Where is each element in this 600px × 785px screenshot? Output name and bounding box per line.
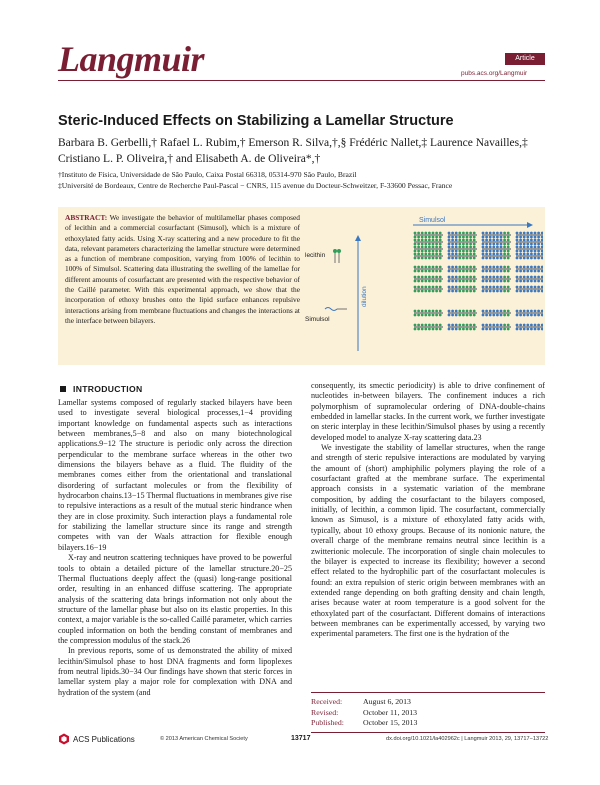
- journal-url-link[interactable]: pubs.acs.org/Langmuir: [461, 70, 528, 77]
- bilayer-stack-icon: [516, 232, 543, 260]
- left-column: [58, 398, 292, 698]
- bilayer-stack-icon: [414, 310, 443, 331]
- abstract-body: We investigate the behavior of multilamellar phases composed of lecithin and a commercial cosurfactant (Simusol), which is a mixture of ethoxylated fatty acids. Using X-ray scattering and a new procedure to fit the data, relevant parameters characterizing the lamellar structure were determined as a function of membrane composition, varying from 100% of lecithin to 100% of Simulsol. Scattering data illustrating the swelling of the lamellae for different amounts of cosurfactant are presented with the respective behavior of the Caillé parameter. With this experimental approach, we show that the incorporation of ethoxy brushes onto the lipid surface enhances repulsive interactions arising from membrane fluctuations and changes the interactions at the interface between bilayers.: [65, 213, 301, 325]
- bilayer-grid: [414, 232, 543, 331]
- header-rule: [58, 80, 545, 81]
- dilution-arrow-head: [355, 235, 361, 241]
- bilayer-stack-icon: [482, 266, 511, 293]
- abstract-box: [58, 207, 545, 365]
- abstract-text: [65, 213, 300, 326]
- left-paragraph-2: X-ray and neutron scattering techniques have proved to be powerful tools to obtain a detailed picture of the lamellar structure.20−25 Thermal fluctuations deeply affect the (quasi) long-range positional order, resulting in an enhanced diffuse scattering. The appropriate analysis of the scattering data brings information not only about the structure of the lamellar phase but also on its elastic properties. In this context, a major variable is the so-called Caillé parameter, which carries coupled information on both the bending constant of membranes and the compression modulus of the stack.26: [58, 553, 292, 645]
- date-row-received: Received: August 6, 2013: [311, 697, 411, 706]
- toc-top-label: Simulsol: [419, 217, 446, 224]
- bilayer-stack-icon: [448, 232, 477, 260]
- bilayer-stack-icon: [482, 232, 511, 260]
- publisher-logo: ACS Publications: [58, 733, 135, 745]
- bilayer-stack-icon: [516, 310, 543, 331]
- date-row-revised: Revised: October 11, 2013: [311, 707, 418, 717]
- simulsol-molecule-icon: [325, 308, 347, 311]
- journal-logo: Langmuir: [58, 39, 205, 79]
- abstract-label: ABSTRACT:: [65, 213, 108, 222]
- article-title: Steric-Induced Effects on Stabilizing a Lamellar Structure: [58, 113, 454, 129]
- page-number: 13717: [291, 735, 311, 742]
- bilayer-stack-icon: [448, 310, 477, 331]
- toc-lecithin-label: lecithin: [305, 252, 326, 259]
- date-row-published: Published: October 15, 2013: [311, 718, 418, 727]
- author-list: [58, 135, 548, 167]
- right-paragraph-2: We investigate the stability of lamellar structures, when the range and strength of steric repulsive interactions are modulated by varying the amount of (short) amphiphilic polymers playing the role of a cosurfactant grafted at the membrane surface. The experimental approach consists in a systematic variation of the membrane composition, by adding the cosurfactant to the bilayers composed, initially, of lecithin, a common lipid. The cosurfactant, commercially known as Simusol, is a mixture of ethoxylated fatty acids with, typically, about 10 ethoxy groups. Because of its nonionic nature, the overall charge of the membrane remains neutral since lecithin is a zwitterionic molecule. The incorporation of single chain molecules to the bilayer is expected to increase its flexibility; however a second effect related to the hydrophilic part of the cosurfactant molecules is found: an extra repulsion of steric origin between membranes with an extended range depending on both grafting density and chain length, arises because water at room temperature is a good solvent for the ethoxylated part of the cosurfactant. Different domains of interactions between membranes can be experimentally accessed, by varying two experimental parameters. The first one is the hydration of the: [311, 443, 545, 639]
- right-paragraph-1: consequently, its smectic periodicity) is able to drive confinement of nucleotides in-between bilayers. The confinement induces a rich polymorphism of supramolecular ordering of DNA-double-chains embedded in lamellar stacks. In the current work, we further investigate on steric interplay in these lecithin/Simulsol phases by using a recently developed model to analyze X-ray scattering data.23: [311, 381, 545, 442]
- simulsol-arrow-head: [527, 222, 533, 228]
- toc-graphic: [303, 211, 543, 363]
- acs-hexagon-icon: [58, 733, 70, 745]
- toc-simulsol-label: Simulsol: [305, 316, 330, 323]
- copyright-text: © 2013 American Chemical Society: [160, 736, 248, 742]
- left-paragraph-1: Lamellar systems composed of regularly stacked bilayers have been used to investigate several biological processes,1−4 providing important knowledge on fundamental aspects such as interactions between membranes,5−8 and also on many biotechnological applications.9−12 The structure is periodic only across the direction perpendicular to the membrane surface whereas in the other two dimensions the bilayers behave as a fluid. The fluidity of the membranes comes either from the orientational and translational disordering of surfactant molecules or from the flexibility of hydrocarbon chains.13−15 Thermal fluctuations in membranes give rise to repulsive interactions as a result of the mutual steric hindrance when they are in close proximity. Such interaction plays a fundamental role for stabilizing the lamellar structure since its range and strength competes with van der Waals attraction for flexible enough bilayers.16−19: [58, 398, 292, 552]
- affiliation-1: †Instituto de Física, Universidade de São Paulo, Caixa Postal 66318, 05314-970 São Paulo, Brazil: [58, 170, 357, 179]
- bilayer-stack-icon: [516, 266, 543, 293]
- bilayer-stack-icon: [414, 232, 443, 260]
- toc-axis-label: dilution: [361, 286, 368, 307]
- affiliations: [58, 169, 558, 191]
- lecithin-molecule-icon: [333, 249, 341, 263]
- affiliation-2: ‡Université de Bordeaux, Centre de Recherche Paul-Pascal − CNRS, 115 avenue du Docteur-Schweitzer, F-33600 Pessac, France: [58, 181, 453, 190]
- bilayer-stack-icon: [482, 310, 511, 331]
- bilayer-stack-icon: [448, 266, 477, 293]
- authors-line-1: Barbara B. Gerbelli,† Rafael L. Rubim,† Emerson R. Silva,†,§ Frédéric Nallet,‡ Laurence Navailles,‡: [58, 137, 528, 149]
- bilayer-stack-icon: [414, 266, 443, 293]
- authors-line-2: Cristiano L. P. Oliveira,† and Elisabeth A. de Oliveira*,†: [58, 153, 321, 165]
- doi-link[interactable]: dx.doi.org/10.1021/la402962c | Langmuir 2013, 29, 13717−13722: [386, 736, 549, 742]
- publication-dates: [311, 692, 545, 733]
- introduction-heading: INTRODUCTION: [60, 384, 142, 394]
- article-type-badge: Article: [505, 53, 545, 65]
- right-column: [311, 381, 545, 640]
- section-square-icon: [60, 386, 66, 392]
- left-paragraph-3: In previous reports, some of us demonstrated the ability of mixed lecithin/Simulsol phase to host DNA fragments and form lipoplexes from neutral lipids.30−34 Our findings have shown that steric forces in lamellar system play a major role for complexation with DNA and hydration of the system (and: [58, 646, 292, 697]
